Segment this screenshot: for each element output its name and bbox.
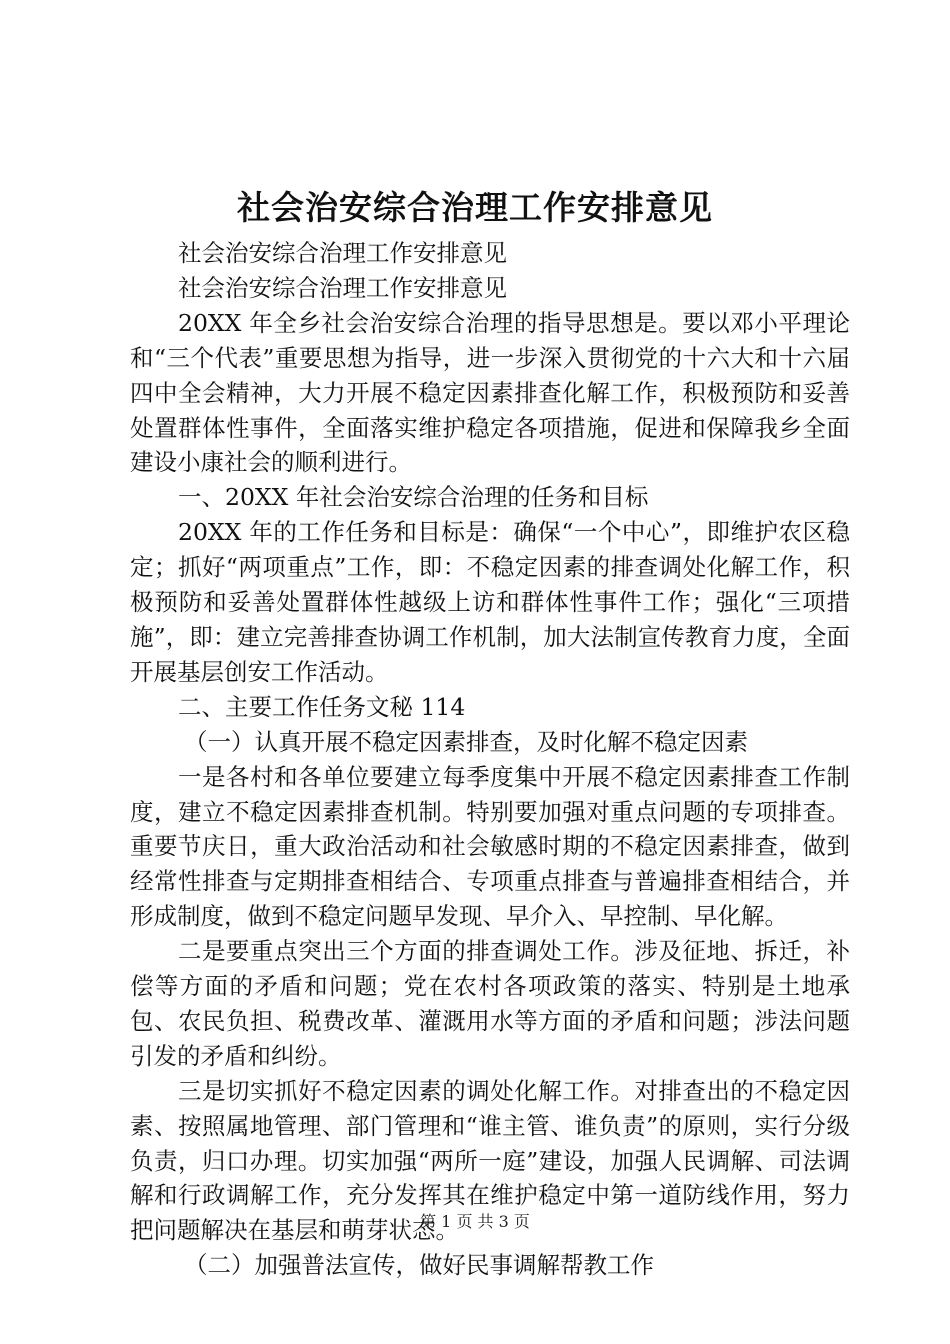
paragraph-point-one: 一是各村和各单位要建立每季度集中开展不稳定因素排查工作制度，建立不稳定因素排查机制。特别要加强对重点问题的专项排查。重要节庆日，重大政治活动和社会敏感时期的不稳定因素排查，做到经常性排查与定期排查相结合、专项重点排查与普遍排查相结合，并形成制度，做到不稳定问题早发现、早介入、早控制、早化解。 <box>130 762 850 931</box>
paragraph-tasks-goals: 20XX 年的工作任务和目标是：确保“一个中心”，即维护农区稳定；抓好“两项重点”工作，即：不稳定因素的排查调处化解工作，积极预防和妥善处置群体性越级上访和群体性事件工作；强化“三项措施”，即：建立完善排查协调工作机制，加大法制宣传教育力度，全面开展基层创安工作活动。 <box>130 518 850 686</box>
paragraph-guiding-thought: 20XX 年全乡社会治安综合治理的指导思想是。要以邓小平理论和“三个代表”重要思想为指导，进一步深入贯彻党的十六大和十六届四中全会精神，大力开展不稳定因素排查化解工作，积极预防和妥善处置群体性事件，全面落实维护稳定各项措施，促进和保障我乡全面建设小康社会的顺利进行。 <box>130 308 850 477</box>
section-heading-main-tasks: 二、主要工作任务文秘 114 <box>178 692 466 721</box>
section-heading-tasks-goals: 一、20XX 年社会治安综合治理的任务和目标 <box>178 483 649 512</box>
paragraph-point-two: 二是要重点突出三个方面的排查调处工作。涉及征地、拆迁，补偿等方面的矛盾和问题；党在农村各项政策的落实、特别是土地承包、农民负担、税费改革、灌溉用水等方面的矛盾和问题；涉法问题引发的矛盾和纠纷。 <box>130 937 850 1070</box>
document-body <box>130 236 850 1283</box>
subsection-heading-1: （一）认真开展不稳定因素排查，及时化解不稳定因素 <box>184 727 748 756</box>
paragraph-heading-repeat-2: 社会治安综合治理工作安排意见 <box>178 273 507 302</box>
paragraph-heading-repeat-1: 社会治安综合治理工作安排意见 <box>178 239 507 267</box>
subsection-heading-2: （二）加强普法宣传，做好民事调解帮教工作 <box>184 1251 654 1280</box>
page-footer: 第 1 页 共 3 页 <box>420 1212 530 1231</box>
paragraph-point-three: 三是切实抓好不稳定因素的调处化解工作。对排查出的不稳定因素、按照属地管理、部门管理和“谁主管、谁负责”的原则，实行分级负责，归口办理。切实加强“两所一庭”建设，加强人民调解、司法调解和行政调解工作，充分发挥其在维护稳定中第一道防线作用，努力把问题解决在基层和萌芽状态。 <box>130 1076 850 1245</box>
document-title: 社会治安综合治理工作安排意见 <box>237 188 713 227</box>
